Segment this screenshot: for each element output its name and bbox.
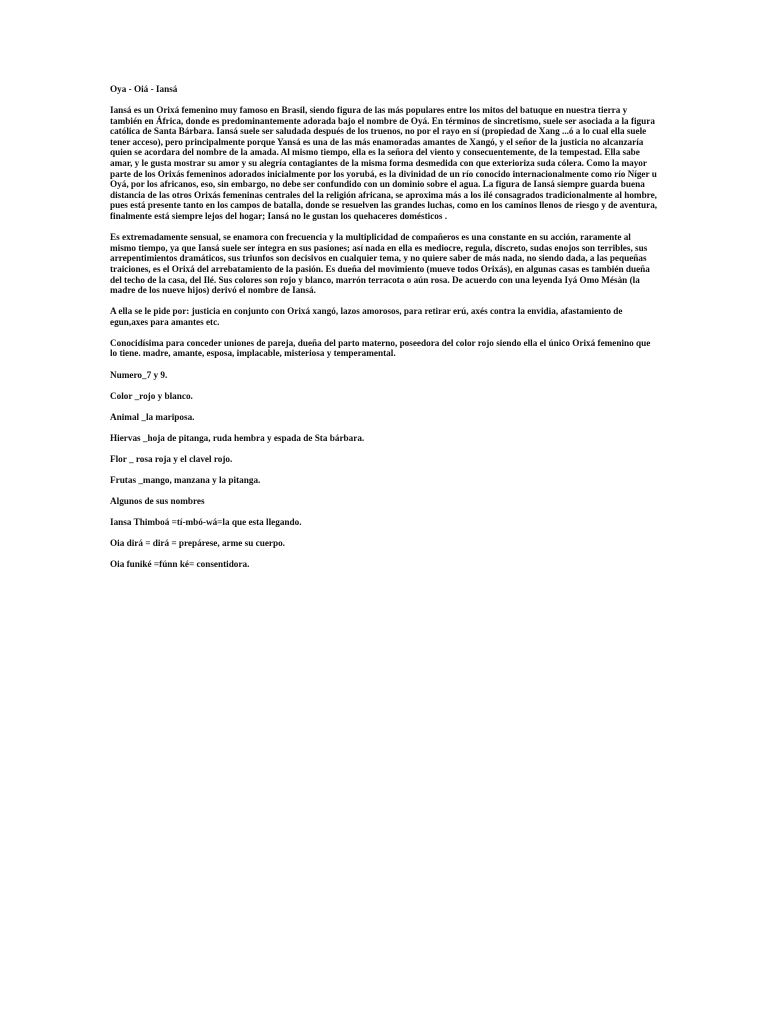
name-oia-dira: Oia dirá = dirá = prepárese, arme su cuerpo. <box>110 538 285 549</box>
paragraph-personality: Es extremadamente sensual, se enamora con frecuencia y la multiplicidad de compañeros es una constante en su acción, raramente al mismo tiempo, ya que Iansá suele ser íntegra en sus pasiones; así nada en ella es mediocre, regula, discreto, sudas enojos son terribles, sus arrepentimientos dramáticos, sus triunfos son decisivos en cualquier tema, y no quiere saber de más nada, no siendo dada, a las pequeñas traiciones, es el Orixá del arrebatamiento de la pasión. Es dueña del movimiento (mueve todos Orixás), en algunas casas es también dueña del techo de la casa, del Ilé. Sus colores son rojo y blanco, marrón terracota o aún rosa. De acuerdo con una leyenda Iyá Omo Mésàn (la madre de los nueve hijos) derivó el nombre de Iansá. <box>110 232 650 296</box>
document-title: Oya - Oiá - Iansá <box>110 84 178 94</box>
line-numero: Numero_7 y 9. <box>110 369 168 380</box>
line-animal: Animal _la mariposa. <box>110 411 195 422</box>
name-oia-funike: Oia funiké =fúnn ké= consentidora. <box>110 559 250 570</box>
document-page <box>110 84 658 581</box>
line-flor: Flor _ rosa roja y el clavel rojo. <box>110 453 233 464</box>
paragraph-attributes: Conocidísima para conceder uniones de pareja, dueña del parto materno, poseedora del color rojo siendo ella el único Orixá femenino que lo tiene. madre, amante, esposa, implacable, misteriosa y temperamental. <box>110 337 651 359</box>
paragraph-intro: Iansá es un Orixá femenino muy famoso en Brasil, siendo figura de las más populares entre los mitos del batuque en nuestra tierra y también en África, donde es predominantemente adorada bajo el nombre de Oyá. En términos de sincretismo, suele ser asociada a la figura católica de Santa Bárbara. Iansá suele ser saludada después de los truenos, no por el rayo en sí (propiedad de Xang ...ó a lo cual ella suele tener acceso), pero principalmente porque Yansá es una de las más enamoradas amantes de Xangó, y el señor de la justicia no alcanzaría quien se acordara del nombre de la amada. Al mismo tiempo, ella es la señora del viento y consecuentemente, de la tempestad. Ella sabe amar, y le gusta mostrar su amor y su alegría contagiantes de la misma forma desmedida con que exterioriza suda cólera. Como la mayor parte de los Orixás femeninos adorados inicialmente por los yorubá, es la divinidad de un río conocido internacionalmente como río Níger u Oyá, por los africanos, eso, sin embargo, no debe ser confundido con un dominio sobre el agua. La figura de Iansá siempre guarda buena distancia de las otros Orixás femeninas centrales del la religión africana, se aproxima más a los ilé consagrados tradicionalmente al hombre, pues está presente tanto en los campos de batalla, donde se resuelven las grandes luchas, como en los caminos llenos de riesgo y de aventura, finalmente está siempre lejos del hogar; Iansá no le gustan los quehaceres domésticos . <box>110 105 658 222</box>
names-heading: Algunos de sus nombres <box>110 496 205 507</box>
name-iansa-thimboa: Iansa Thimboá =tí-mbó-wá=la que esta llegando. <box>110 517 302 528</box>
paragraph-requests: A ella se le pide por: justicia en conjunto con Orixá xangó, lazos amorosos, para retirar erú, axés contra la envidia, afastamiento de egun,axes para amantes etc. <box>110 306 623 327</box>
line-color: Color _rojo y blanco. <box>110 390 193 401</box>
line-hiervas: Hiervas _hoja de pitanga, ruda hembra y espada de Sta bárbara. <box>110 432 365 443</box>
line-frutas: Frutas _mango, manzana y la pitanga. <box>110 475 261 486</box>
